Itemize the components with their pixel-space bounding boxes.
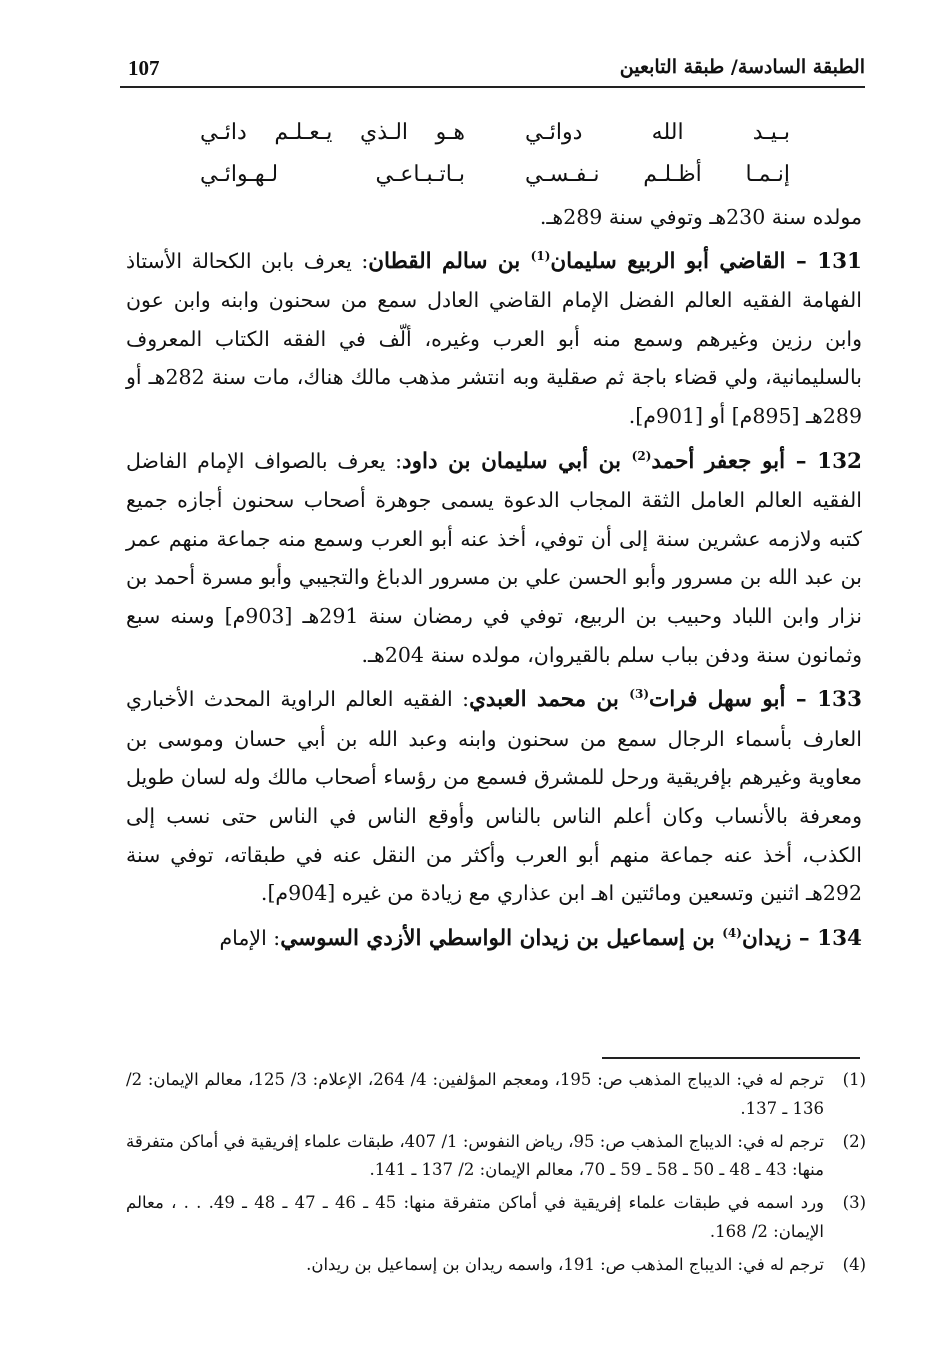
entry-text: : يعرف بابن الكحالة الأستاذ الفهامة الفقيه العالم الفضل الإمام القاضي العادل سمع من سحنون وابنه وابن عون وابن رزين وغيرهم وسمع منه أبو العرب وغيره، ألّف في الفقه الكتاب المعروف بالسليمانية، ولي قضاء باجة ثم صقلية وبه انتشر مذهب مالك هناك، مات سنة 282هـ أو 289هـ [895م] أو [901م]. — [126, 248, 862, 428]
poem-second-hemistich: هـو الـذي يـعـلـم دائـي — [200, 120, 465, 145]
footnote-marker[interactable]: (2) — [631, 448, 652, 463]
page-number: 107 — [128, 56, 160, 80]
page-header — [120, 50, 865, 88]
footnote-marker[interactable]: (1) — [530, 248, 551, 263]
entry-heading-name: 132 – أبو جعفر أحمد — [651, 448, 862, 474]
intro-line: مولده سنة 230هـ وتوفي سنة 289هـ. — [539, 205, 862, 229]
poem-verse — [200, 154, 790, 196]
entry-text: : الفقيه العالم الراوية المحدث الأخباري العارف بأسماء الرجال سمع من سحنون وابنه وعبد الله بن أبي حسان وموسى بن معاوية وغيرهم بإفريقية ورحل للمشرق فسمع من رؤساء أصحاب مالك وله لسان طويل ومعرفة بالأنساب وكان أعلم الناس بالناس وأوقع الناس في الناس حتى نسب إلى الكذب، أخذ عنه جماعة منهم أبو العرب وأكثر من النقل عنه في طبقاته، توفي سنة 292هـ اثنين وتسعين ومائتين اهـ ابن عذاري مع زيادة من غيره [904م]. — [126, 687, 862, 906]
entry-134 — [126, 919, 862, 959]
entry-heading-lineage: بن أبي سليمان بن داود — [402, 448, 632, 474]
entry-text: : الإمام — [219, 925, 281, 950]
footnote-number: (4) — [842, 1254, 866, 1274]
entry-heading — [368, 249, 862, 274]
footnote-marker[interactable]: (3) — [629, 686, 650, 701]
entry-heading-lineage: بن إسماعيل بن زيدان الواسطي الأزدي السوسي — [280, 925, 723, 951]
entry-text: : يعرف بالصواف الإمام الفاضل الفقيه العالم العامل الثقة المجاب الدعوة يسمى جوهرة أصحاب سحنون أجازه جميع كتبه ولازمه عشرين سنة إلى أن توفي، أخذ عنه أبو العرب وسمع منه جماعة منهم عمر بن عبد الله بن مسرور وأبو الحسن علي بن مسرور الدباغ والتجيبي وأبو مسرة أحمد بن نزار وابن اللباد وحبيب بن الربيع، توفي في رمضان سنة 291هـ [903م] وسنه سبع وثمانون سنة ودفن بباب سلم بالقيروان، مولده سنة 204هـ. — [126, 448, 862, 667]
entry-heading-name: 133 – أبو سهل فرات — [649, 687, 862, 713]
footnote-separator — [602, 1057, 860, 1059]
footnote-number: (1) — [842, 1070, 866, 1089]
footnotes — [126, 1066, 866, 1284]
entry-heading-lineage: بن محمد العبدي — [469, 687, 630, 713]
entry-133 — [126, 680, 862, 913]
entry-heading-lineage: بن سالم القطان — [368, 248, 531, 274]
footnote — [126, 1189, 866, 1247]
footnote-text: ترجم له في: الديباج المذهب ص: 95، رياض النفوس: 1/ 407، طبقات علماء إفريقية في أماكن متفرقة منها: 43 ـ 48 ـ 50 ـ 58 ـ 59 ـ 70، معالم الإيمان: 2/ 137 ـ 141. — [126, 1131, 824, 1180]
poem — [200, 112, 790, 196]
footnote-marker[interactable]: (4) — [722, 925, 742, 940]
poem-second-hemistich: بـاتـبـاعـي لـهـوائـي — [200, 162, 465, 187]
running-title: الطبقة السادسة/ طبقة التابعين — [619, 56, 865, 78]
footnote-text: ترجم له في: الديباج المذهب ص: 195، ومعجم المؤلفين: 4/ 264، الإعلام: 3/ 125، معالم الإيمان: 2/ 136 ـ 137. — [126, 1070, 824, 1118]
footnote-text: ترجم له في: الديباج المذهب ص: 191، واسمه ريدان بن إسماعيل بن ريدان. — [306, 1254, 824, 1274]
footnote — [126, 1066, 866, 1124]
entry-132 — [126, 442, 862, 675]
entry-heading — [469, 687, 862, 712]
entry-131 — [126, 242, 862, 436]
poem-first-hemistich: إنـمـا أظـلـم نـفـسـي — [525, 162, 790, 187]
footnote — [126, 1251, 866, 1280]
poem-first-hemistich: بـيـد الله دوائـي — [525, 120, 790, 145]
footnote-number: (3) — [842, 1193, 866, 1213]
entry-heading — [402, 449, 862, 474]
entry-heading-name: 131 – القاضي أبو الربيع سليمان — [550, 248, 863, 274]
entry-heading — [280, 926, 862, 951]
footnote — [126, 1128, 866, 1186]
footnote-text: ورد اسمه في طبقات علماء إفريقية في أماكن متفرقة منها: 45 ـ 46 ـ 47 ـ 48 ـ 49. . . ، معالم الإيمان: 2/ 168. — [126, 1193, 825, 1241]
main-text — [126, 198, 862, 958]
poem-verse — [200, 112, 790, 154]
footnote-number: (2) — [842, 1131, 866, 1151]
entry-heading-name: 134 – زيدان — [741, 925, 862, 951]
